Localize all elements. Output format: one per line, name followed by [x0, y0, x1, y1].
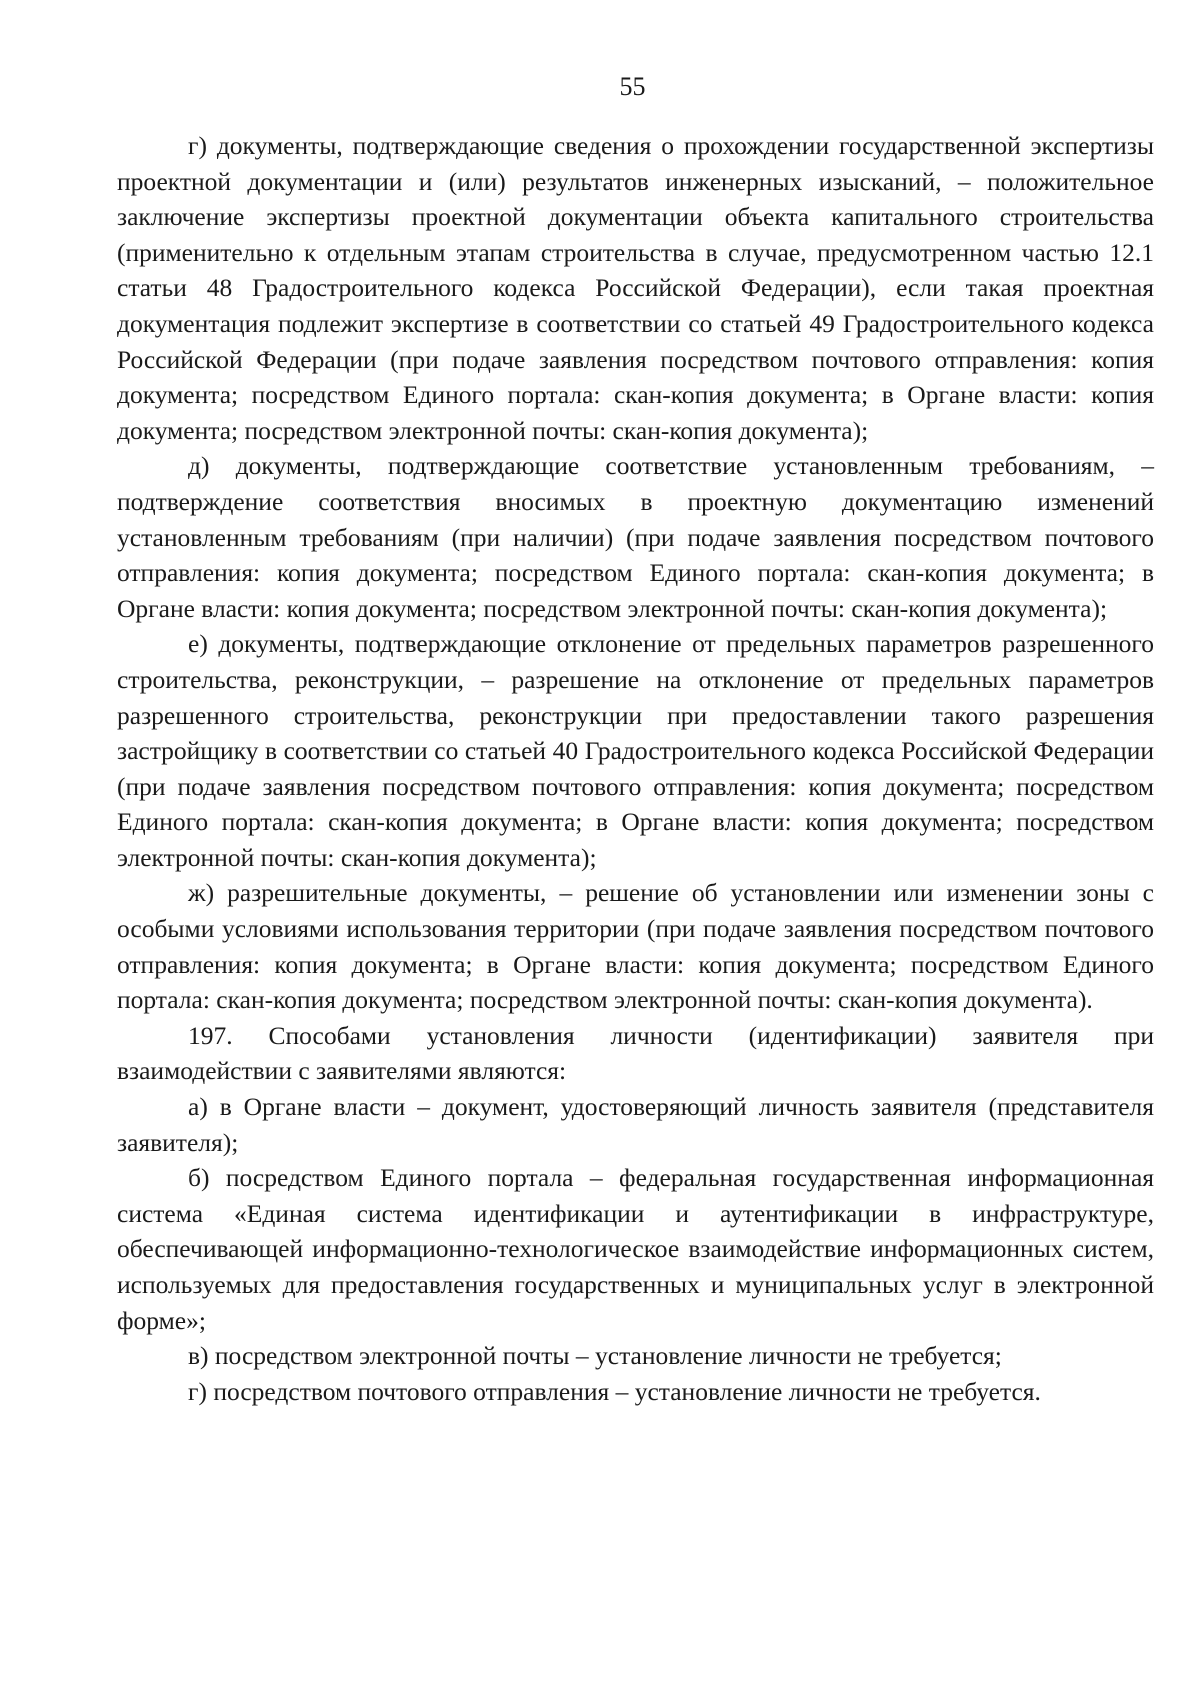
paragraph-v-email: в) посредством электронной почты – установление личности не требуется; [188, 1341, 1002, 1371]
paragraph-b-portal: б) посредством Единого портала – федеральная государственная информационная система «Единая система идентификации и аутентификации в инфраструктуре, обеспечивающей информационно-технологическое взаимодействие информационных систем, используемых для предоставления государственных и муниципальных услуг в электронной форме»; [117, 1163, 1154, 1335]
paragraph-g-post: г) посредством почтового отправления – установление личности не требуется. [188, 1376, 1041, 1406]
paragraph-zh-permits: ж) разрешительные документы, – решение об установлении или изменении зоны с особыми условиями использования территории (при подаче заявления посредством почтового отправления: копия документа; в Органе власти: копия документа; посредством Единого портала: скан-копия документа; посредством электронной почты: скан-копия документа). [117, 878, 1154, 1015]
paragraph-d-compliance: д) документы, подтверждающие соответствие установленным требованиям, – подтверждение соответствия вносимых в проектную документацию изменений установленным требованиям (при наличии) (при подаче заявления посредством почтового отправления: копия документа; посредством Единого портала: скан-копия документа; в Органе власти: копия документа; посредством электронной почты: скан-копия документа); [117, 451, 1154, 623]
paragraph-197-identification: 197. Способами установления личности (идентификации) заявителя при взаимодействии с заявителями являются: [117, 1020, 1154, 1086]
paragraph-g-expertise: г) документы, подтверждающие сведения о прохождении государственной экспертизы проектной документации и (или) результатов инженерных изысканий, – положительное заключение экспертизы проектной документации объекта капитального строительства (применительно к отдельным этапам строительства в случае, предусмотренном частью 12.1 статьи 48 Градостроительного кодекса Российской Федерации), если такая проектная документация подлежит экспертизе в соответствии со статьей 49 Градостроительного кодекса Российской Федерации (при подаче заявления посредством почтового отправления: копия документа; посредством Единого портала: скан-копия документа; в Органе власти: копия документа; посредством электронной почты: скан-копия документа); [117, 131, 1154, 445]
paragraph-e-deviation: е) документы, подтверждающие отклонение от предельных параметров разрешенного строительства, реконструкции, – разрешение на отклонение от предельных параметров разрешенного строительства, реконструкции при предоставлении такого разрешения застройщику в соответствии со статьей 40 Градостроительного кодекса Российской Федерации (при подаче заявления посредством почтового отправления: копия документа; посредством Единого портала: скан-копия документа; в Органе власти: копия документа; посредством электронной почты: скан-копия документа); [117, 629, 1154, 872]
document-body [117, 128, 1154, 1409]
page-number: 55 [619, 72, 646, 101]
paragraph-a-authority: а) в Органе власти – документ, удостоверяющий личность заявителя (представителя заявителя); [117, 1092, 1154, 1157]
